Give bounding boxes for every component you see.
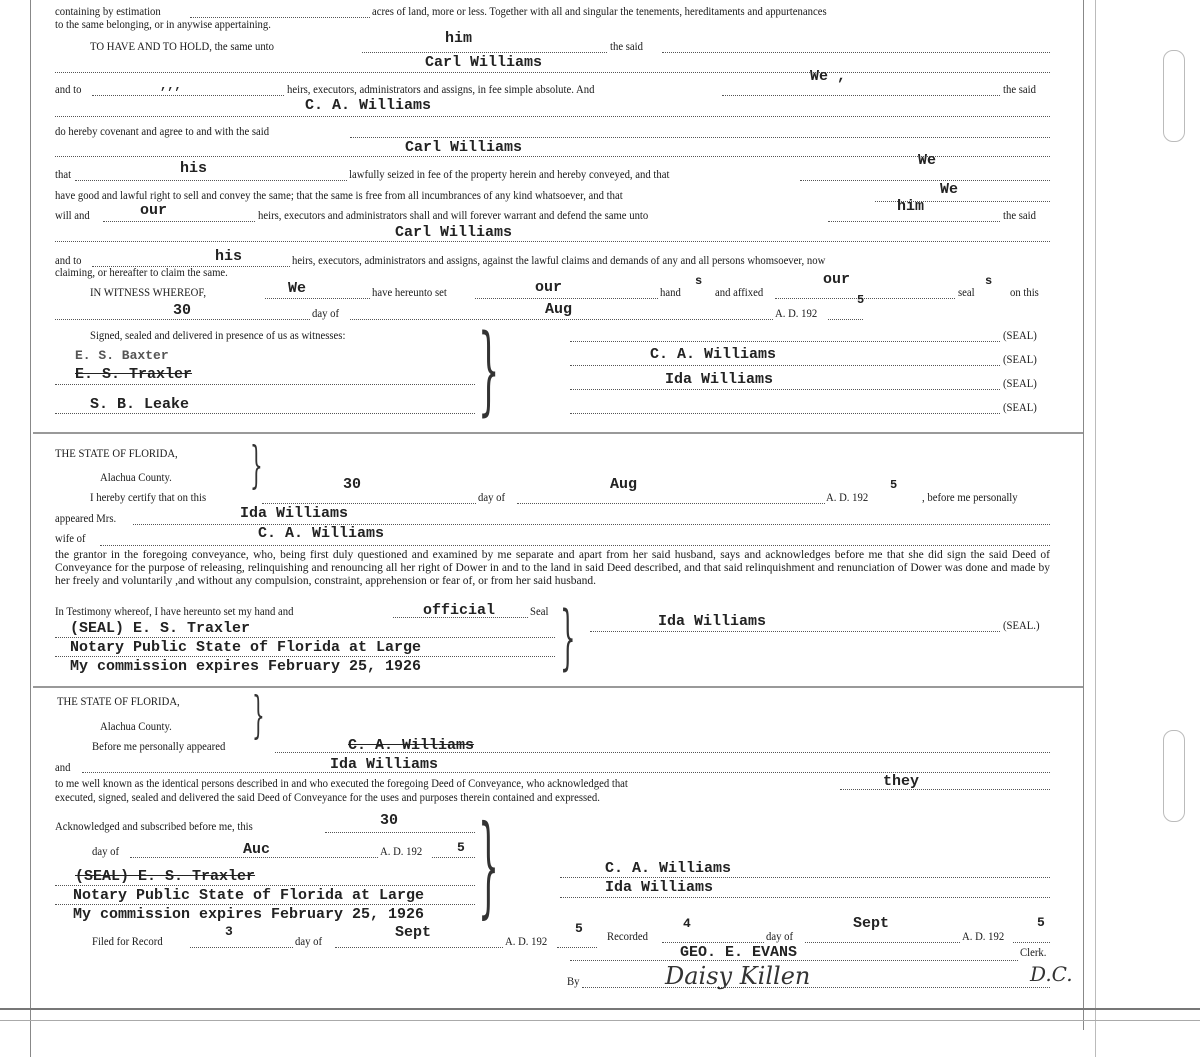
notary-title: Notary Public State of Florida at Large <box>73 887 425 904</box>
printed-text: day of <box>478 492 506 504</box>
dotted-leader-line <box>55 319 310 320</box>
notary-name: (SEAL) E. S. Traxler <box>70 620 251 637</box>
binding-loop <box>1163 730 1185 822</box>
dotted-leader-line <box>805 942 960 943</box>
clerk-name: GEO. E. EVANS <box>680 944 798 961</box>
seal-label: (SEAL) <box>1003 354 1037 366</box>
dotted-leader-line <box>55 156 1050 157</box>
typed-fill: ,,, <box>160 79 182 93</box>
printed-text: hand <box>660 287 681 299</box>
dotted-leader-line <box>190 947 293 948</box>
printed-text: containing by estimation <box>55 6 161 18</box>
printed-text: Acknowledged and subscribed before me, this <box>55 821 253 833</box>
dotted-leader-line <box>100 545 1050 546</box>
printed-text: the said <box>1003 84 1036 96</box>
dotted-leader-line <box>55 656 555 657</box>
printed-text: have good and lawful right to sell and convey the same; that the same is free from all incumbrances of any kind whatsoever, and that <box>55 190 623 202</box>
typed-fill: Sept <box>853 915 890 932</box>
signer-name: Ida Williams <box>665 371 774 388</box>
printed-text: do hereby covenant and agree to and with the said <box>55 126 270 138</box>
dotted-leader-line <box>55 72 1050 73</box>
typed-fill: C. A. Williams <box>258 525 385 542</box>
dotted-leader-line <box>570 413 1000 414</box>
printed-text: acres of land, more or less. Together with all and singular the tenements, hereditaments and appurtenances <box>372 6 827 18</box>
county-heading: Alachua County. <box>100 721 172 733</box>
printed-text: , before me personally <box>922 492 1018 504</box>
dotted-leader-line <box>662 942 764 943</box>
dotted-leader-line <box>432 857 475 858</box>
typed-fill: C. A. Williams <box>348 737 475 754</box>
dotted-leader-line <box>362 52 607 53</box>
typed-fill: 5 <box>575 921 583 936</box>
dotted-leader-line <box>55 116 1050 117</box>
printed-text: and to <box>55 255 82 267</box>
section-divider <box>33 686 1083 688</box>
dotted-leader-line <box>335 947 503 948</box>
printed-text: to the same belonging, or in anywise appertaining. <box>55 19 271 31</box>
printed-text: seal <box>958 287 975 299</box>
typed-fill: Auc <box>243 841 271 858</box>
dotted-leader-line <box>55 904 475 905</box>
deputy-signature: Daisy Killen <box>665 962 811 990</box>
right-border-outer <box>1095 0 1096 1057</box>
brace: } <box>560 596 576 678</box>
printed-text: day of <box>766 931 794 943</box>
dotted-leader-line <box>262 503 476 504</box>
typed-fill: s <box>695 274 703 288</box>
typed-fill: Sept <box>395 924 432 941</box>
typed-fill: 5 <box>1037 915 1045 930</box>
dotted-leader-line <box>828 319 863 320</box>
dotted-leader-line <box>55 637 555 638</box>
typed-fill: We <box>940 181 959 198</box>
printed-text: and <box>55 762 71 774</box>
typed-fill: they <box>883 773 920 790</box>
printed-text: By <box>567 976 580 988</box>
printed-text: to me well known as the identical persons described in and who executed the foregoing Deed of Conveyance, who acknowledged that <box>55 778 628 790</box>
dotted-leader-line <box>570 389 1000 390</box>
typed-fill: Aug <box>545 301 573 318</box>
printed-text: and affixed <box>715 287 764 299</box>
dotted-leader-line <box>557 947 597 948</box>
dotted-leader-line <box>800 180 1050 181</box>
dotted-leader-line <box>570 365 1000 366</box>
typed-fill: him <box>445 30 473 47</box>
brace: } <box>478 314 500 426</box>
printed-text: day of <box>295 936 323 948</box>
signed-sealed-text: Signed, sealed and delivered in presence of us as witnesses: <box>90 330 346 342</box>
typed-fill: 3 <box>225 924 233 939</box>
dotted-leader-line <box>775 298 955 299</box>
dotted-leader-line <box>92 95 284 96</box>
dotted-leader-line <box>570 960 1018 961</box>
dotted-leader-line <box>75 180 347 181</box>
brace: } <box>250 436 263 494</box>
printed-text: heirs, executors, administrators and assigns, in fee simple absolute. And <box>287 84 595 96</box>
printed-text: Seal <box>530 606 549 618</box>
printed-text: A. D. 192 <box>962 931 1005 943</box>
typed-fill: 5 <box>890 478 898 492</box>
printed-text: that <box>55 169 72 181</box>
printed-text: the said <box>1003 210 1036 222</box>
county-heading: Alachua County. <box>100 472 172 484</box>
seal-label: (SEAL) <box>1003 330 1037 342</box>
printed-text: day of <box>312 308 340 320</box>
typed-fill: his <box>180 160 208 177</box>
deputy-clerk-initials: D.C. <box>1030 962 1073 986</box>
signer-name: C. A. Williams <box>605 860 732 877</box>
typed-fill: Carl Williams <box>425 54 543 71</box>
dotted-leader-line <box>350 137 1050 138</box>
dotted-leader-line <box>325 832 475 833</box>
state-heading: THE STATE OF FLORIDA, <box>57 696 180 708</box>
printed-text: appeared Mrs. <box>55 513 117 525</box>
dotted-leader-line <box>517 503 825 504</box>
printed-text: I hereby certify that on this <box>90 492 207 504</box>
printed-text: heirs, executors, administrators and assigns, against the lawful claims and demands of any and all persons whomsoever, now <box>292 255 826 267</box>
typed-fill: official <box>423 602 496 619</box>
printed-text: day of <box>92 846 120 858</box>
dotted-leader-line <box>570 341 1000 342</box>
typed-fill: him <box>897 198 925 215</box>
notary-name: (SEAL) E. S. Traxler <box>75 868 256 885</box>
dotted-leader-line <box>828 221 1000 222</box>
typed-fill: s <box>985 274 993 288</box>
typed-fill: 30 <box>380 812 399 829</box>
printed-text: wife of <box>55 533 86 545</box>
printed-text: the said <box>610 41 643 53</box>
typed-fill: our <box>140 202 168 219</box>
typed-fill: our <box>823 271 851 288</box>
printed-text: Filed for Record <box>92 936 163 948</box>
printed-text: Recorded <box>607 931 648 943</box>
typed-fill: Carl Williams <box>405 139 523 156</box>
witness-name: S. B. Leake <box>90 396 190 413</box>
printed-text: heirs, executors and administrators shall and will forever warrant and defend the same unto <box>258 210 649 222</box>
dotted-leader-line <box>560 897 1050 898</box>
typed-fill: We <box>288 280 307 297</box>
typed-fill: 5 <box>857 293 865 307</box>
printed-text: A. D. 192 <box>826 492 869 504</box>
dotted-leader-line <box>55 885 475 886</box>
bottom-rule <box>0 1008 1200 1010</box>
signer-name: C. A. Williams <box>650 346 777 363</box>
dotted-leader-line <box>840 789 1050 790</box>
printed-text: TO HAVE AND TO HOLD, the same unto <box>90 41 274 53</box>
notary-title: Notary Public State of Florida at Large <box>70 639 422 656</box>
printed-text: In Testimony whereof, I have hereunto set my hand and <box>55 606 294 618</box>
typed-fill: 5 <box>457 840 465 855</box>
printed-text: A. D. 192 <box>505 936 548 948</box>
left-border <box>30 0 31 1057</box>
seal-label: (SEAL) <box>1003 378 1037 390</box>
right-border <box>1083 0 1084 1030</box>
printed-text: Before me personally appeared <box>92 741 226 753</box>
typed-fill: Carl Williams <box>395 224 513 241</box>
printed-text: claiming, or hereafter to claim the same. <box>55 267 228 279</box>
section-divider <box>33 432 1083 434</box>
binding-loop <box>1163 50 1185 142</box>
printed-text: IN WITNESS WHEREOF, <box>90 287 207 299</box>
dotted-leader-line <box>722 95 1000 96</box>
dotted-leader-line <box>55 384 475 385</box>
dotted-leader-line <box>55 241 1050 242</box>
printed-text: have hereunto set <box>372 287 447 299</box>
dotted-leader-line <box>590 631 1000 632</box>
printed-text: will and <box>55 210 90 222</box>
dower-paragraph: the grantor in the foregoing conveyance, who, being first duly questioned and examined by me separate and apart from her said husband, says and acknowledges before me that she did sign the said Deed of Conveyance for the purpose of releasing, relinquishing and renouncing all her right of Dower in and to the land in said Deed described, and that said relinquishment and renunciation of Dower was done and made by her freely and voluntarily ,and without any compulsion, constraint, apprehension or fear of, or from her said husband. <box>55 549 1050 587</box>
dotted-leader-line <box>582 987 1050 988</box>
dotted-leader-line <box>265 298 370 299</box>
brace: } <box>478 801 499 929</box>
witness-overwrite: E. S. Baxter <box>75 348 169 363</box>
signer-name: Ida Williams <box>605 879 714 896</box>
typed-fill: our <box>535 279 563 296</box>
state-heading: THE STATE OF FLORIDA, <box>55 448 178 460</box>
typed-fill: 30 <box>173 302 192 319</box>
printed-text: and to <box>55 84 82 96</box>
dotted-leader-line <box>560 877 1050 878</box>
typed-fill: We , <box>810 68 847 85</box>
printed-text: executed, signed, sealed and delivered the said Deed of Conveyance for the uses and purposes therein contained and expressed. <box>55 792 600 804</box>
signer-name: Ida Williams <box>658 613 767 630</box>
dotted-leader-line <box>55 413 475 414</box>
typed-fill: Ida Williams <box>330 756 439 773</box>
dotted-leader-line <box>350 319 773 320</box>
printed-text: A. D. 192 <box>775 308 818 320</box>
dotted-leader-line <box>475 298 658 299</box>
seal-label: (SEAL) <box>1003 402 1037 414</box>
dotted-leader-line <box>103 221 255 222</box>
typed-fill: Ida Williams <box>240 505 349 522</box>
printed-text: lawfully seized in fee of the property herein and hereby conveyed, and that <box>349 169 670 181</box>
printed-text: Clerk. <box>1020 947 1047 959</box>
typed-fill: 30 <box>343 476 362 493</box>
typed-fill: C. A. Williams <box>305 97 432 114</box>
dotted-leader-line <box>1013 942 1050 943</box>
printed-text: A. D. 192 <box>380 846 423 858</box>
bottom-rule <box>0 1020 1200 1021</box>
notary-commission: My commission expires February 25, 1926 <box>73 906 425 923</box>
typed-fill: Aug <box>610 476 638 493</box>
printed-text: on this <box>1010 287 1039 299</box>
typed-fill: 4 <box>683 916 691 931</box>
typed-fill: We <box>918 152 937 169</box>
typed-fill: his <box>215 248 243 265</box>
dotted-leader-line <box>190 17 370 18</box>
notary-commission: My commission expires February 25, 1926 <box>70 658 422 675</box>
witness-name: E. S. Traxler <box>75 366 193 383</box>
brace: } <box>252 686 265 744</box>
seal-label: (SEAL.) <box>1003 620 1040 632</box>
dotted-leader-line <box>662 52 1050 53</box>
